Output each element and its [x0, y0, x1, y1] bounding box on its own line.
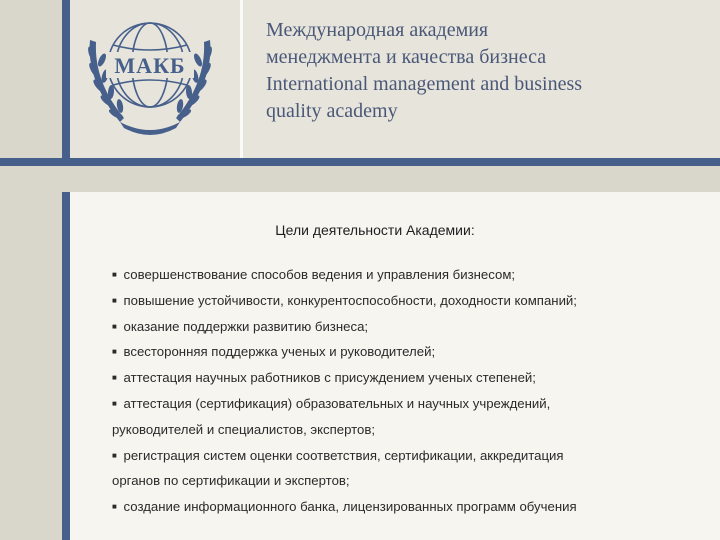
bullet-icon: ■	[112, 398, 117, 408]
bullet-icon: ■	[112, 347, 117, 357]
bullet-icon: ■	[112, 373, 117, 383]
list-item: ■ создание информационного банка, лицензированных программ обучения	[112, 499, 577, 515]
list-item: ■ всесторонняя поддержка ученых и руководителей;	[112, 344, 436, 360]
header-accent-line	[0, 158, 720, 166]
list-item-continuation: руководителей и специалистов, экспертов;	[112, 421, 376, 437]
globe-laurel-emblem-icon	[80, 10, 220, 150]
title-line-3: International management and business	[266, 73, 583, 95]
list-item-continuation: органов по сертификации и экспертов;	[112, 473, 350, 489]
bullet-icon: ■	[112, 450, 117, 460]
title-line-1: Международная академия	[266, 19, 489, 41]
bullet-icon: ■	[112, 270, 117, 279]
header-divider	[240, 0, 243, 158]
title-line-2: менеджмента и качества бизнеса	[266, 46, 547, 68]
title-line-4: quality academy	[266, 100, 398, 122]
bullet-icon: ■	[112, 502, 117, 512]
logo-text: МАКБ	[114, 53, 186, 78]
bullet-icon: ■	[112, 295, 117, 305]
list-item: ■ совершенствование способов ведения и управления бизнесом;	[112, 267, 516, 282]
left-accent-bar	[62, 0, 70, 540]
list-item: ■ оказание поддержки развитию бизнеса;	[112, 318, 369, 334]
organization-title	[266, 17, 706, 125]
left-band	[0, 0, 62, 540]
bullet-icon: ■	[112, 321, 117, 331]
goals-list	[112, 262, 712, 520]
list-item: ■ аттестация научных работников с присуждением ученых степеней;	[112, 370, 536, 386]
list-item: ■ аттестация (сертификация) образовательных и научных учреждений,	[112, 395, 551, 411]
list-item: ■ регистрация систем оценки соответствия, сертификации, аккредитация	[112, 447, 564, 463]
section-title: Цели деятельности Академии:	[275, 222, 475, 238]
list-item: ■ повышение устойчивости, конкурентоспособности, доходности компаний;	[112, 292, 577, 308]
header-sub-band	[0, 166, 720, 192]
